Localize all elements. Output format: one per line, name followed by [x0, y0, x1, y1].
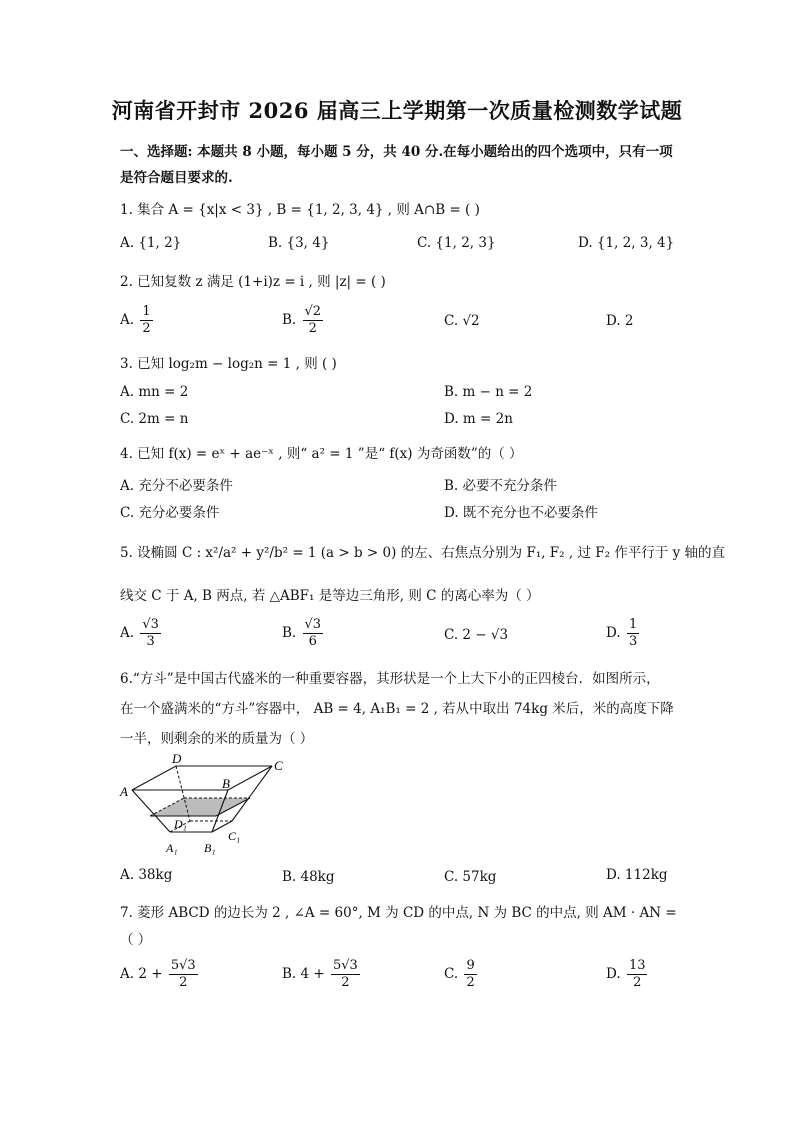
q3-option-a: A. mn = 2	[120, 384, 189, 400]
q2-a-den: 2	[142, 321, 151, 336]
q5-option-b	[282, 617, 325, 650]
q4-option-a: A. 充分不必要条件	[120, 478, 233, 494]
question-6-stem-line2: 在一个盛满米的“方斗”容器中， AB = 4, A₁B₁ = 2 , 若从中取出 74kg 米后，米的高度下降	[120, 701, 674, 717]
q7-option-d-fraction	[627, 958, 648, 991]
q7-option-b-label: B. 4 +	[282, 966, 325, 982]
q2-option-a-label: A.	[120, 312, 135, 328]
label-c: C	[274, 758, 283, 773]
q1-option-c: C. {1, 2, 3}	[417, 235, 496, 251]
q5-option-d-fraction	[627, 617, 639, 650]
q5-b-num: √3	[304, 617, 322, 632]
q2-option-b-fraction	[303, 304, 324, 337]
question-6-stem-line3: 一半，则剩余的米的质量为（ ）	[120, 731, 314, 747]
top-base	[132, 766, 272, 790]
question-7-stem-line2: （ ）	[120, 932, 152, 948]
q3-option-c: C. 2m = n	[120, 411, 189, 427]
question-1-stem: 1. 集合 A = {x|x < 3} , B = {1, 2, 3, 4} , 则 A∩B = ( )	[120, 202, 480, 218]
q7-b-den: 2	[341, 975, 350, 990]
q7-option-a-label: A. 2 +	[120, 966, 163, 982]
q7-option-b-fraction	[331, 958, 360, 991]
q2-option-d: D. 2	[606, 313, 634, 329]
q7-c-den: 2	[466, 975, 475, 990]
label-d: D	[172, 751, 182, 766]
question-7-stem-line1: 7. 菱形 ABCD 的边长为 2 , ∠A = 60°, M 为 CD 的中点, N 为 BC 的中点, 则 AM · AN =	[120, 905, 677, 921]
q4-option-d: D. 既不充分也不必要条件	[444, 505, 598, 521]
q6-option-d: D. 112kg	[606, 867, 668, 883]
q5-option-d	[606, 617, 641, 650]
label-a: A	[120, 784, 128, 799]
q7-option-d	[606, 958, 649, 991]
question-3-stem: 3. 已知 log₂m − log₂n = 1 , 则 ( )	[120, 356, 337, 372]
q5-option-a-fraction	[140, 617, 161, 650]
label-b: B	[222, 776, 230, 791]
q7-option-c-label: C.	[444, 966, 459, 982]
rice-surface-shade	[150, 798, 250, 816]
q5-option-b-label: B.	[282, 625, 297, 641]
q4-option-c: C. 充分必要条件	[120, 505, 220, 521]
q7-option-c-fraction	[464, 958, 476, 991]
label-c1: C₁	[228, 829, 241, 843]
label-b1: B₁	[204, 841, 216, 855]
q1-option-a: A. {1, 2}	[120, 235, 182, 251]
q7-option-a-fraction	[169, 958, 198, 991]
q5-option-a-label: A.	[120, 625, 135, 641]
q2-option-b	[282, 304, 325, 337]
q2-option-b-label: B.	[282, 312, 297, 328]
section-heading-line1: 一、选择题: 本题共 8 小题，每小题 5 分，共 40 分.在每小题给出的四个选项中，只有一项	[120, 144, 673, 160]
q5-a-den: 3	[146, 634, 155, 649]
q5-d-den: 3	[628, 634, 638, 649]
q7-c-num: 9	[466, 958, 475, 973]
question-2-stem: 2. 已知复数 z 满足 (1+i)z = i , 则 |z| = ( )	[120, 274, 386, 290]
q2-option-a-fraction	[140, 304, 152, 337]
q5-option-b-fraction	[303, 617, 324, 650]
q5-option-a	[120, 617, 163, 650]
section-heading-line2: 是符合题目要求的.	[120, 170, 233, 186]
q2-b-den: 2	[308, 321, 317, 336]
q2-a-num: 1	[142, 304, 151, 319]
q1-option-b: B. {3, 4}	[268, 235, 330, 251]
q2-option-a	[120, 304, 155, 337]
q5-a-num: √3	[142, 617, 159, 632]
q2-c-value: √2	[462, 313, 480, 329]
q5-b-den: 6	[308, 634, 317, 649]
label-a1: A₁	[166, 841, 178, 855]
q5-option-d-label: D.	[606, 625, 621, 641]
label-d1: D₁	[174, 817, 187, 831]
frustum-figure	[114, 748, 294, 860]
q6-option-b: B. 48kg	[282, 869, 335, 885]
q7-d-num: 13	[628, 958, 646, 973]
q2-b-num: √2	[304, 304, 322, 319]
q7-b-num: 5√3	[333, 958, 358, 973]
q7-option-a	[120, 958, 200, 991]
question-4-stem: 4. 已知 f(x) = eˣ + ae⁻ˣ , 则“ a² = 1 ”是“ f(x) 为奇函数”的（ ）	[120, 446, 523, 462]
q5-option-c: C. 2 − √3	[444, 627, 509, 643]
q3-option-d: D. m = 2n	[444, 411, 513, 427]
q7-d-den: 2	[633, 975, 642, 990]
q4-option-b: B. 必要不充分条件	[444, 478, 558, 494]
lateral-edge-c	[232, 766, 272, 821]
q6-option-c: C. 57kg	[444, 869, 497, 885]
question-5-stem-line1: 5. 设椭圆 C : x²/a² + y²/b² = 1 (a > b > 0) 的左、右焦点分别为 F₁, F₂ , 过 F₂ 作平行于 y 轴的直	[120, 545, 726, 561]
page-title: 河南省开封市 2026 届高三上学期第一次质量检测数学试题	[111, 98, 683, 123]
q6-option-a: A. 38kg	[120, 867, 173, 883]
q1-option-d: D. {1, 2, 3, 4}	[578, 235, 675, 251]
q7-option-d-label: D.	[606, 966, 621, 982]
q7-option-c	[444, 958, 479, 991]
q7-option-b	[282, 958, 362, 991]
q7-a-num: 5√3	[170, 958, 196, 973]
question-6-stem-line1: 6.“方斗”是中国古代盛米的一种重要容器，其形状是一个上大下小的正四棱台．如图所示，	[120, 671, 660, 687]
question-5-stem-line2: 线交 C 于 A, B 两点, 若 △ABF₁ 是等边三角形, 则 C 的离心率为（ ）	[120, 588, 540, 604]
q2-option-c	[444, 313, 480, 329]
q5-d-num: 1	[628, 617, 638, 632]
q3-option-b: B. m − n = 2	[444, 384, 533, 400]
q2-option-c-label: C.	[444, 313, 459, 329]
q7-a-den: 2	[179, 975, 188, 990]
